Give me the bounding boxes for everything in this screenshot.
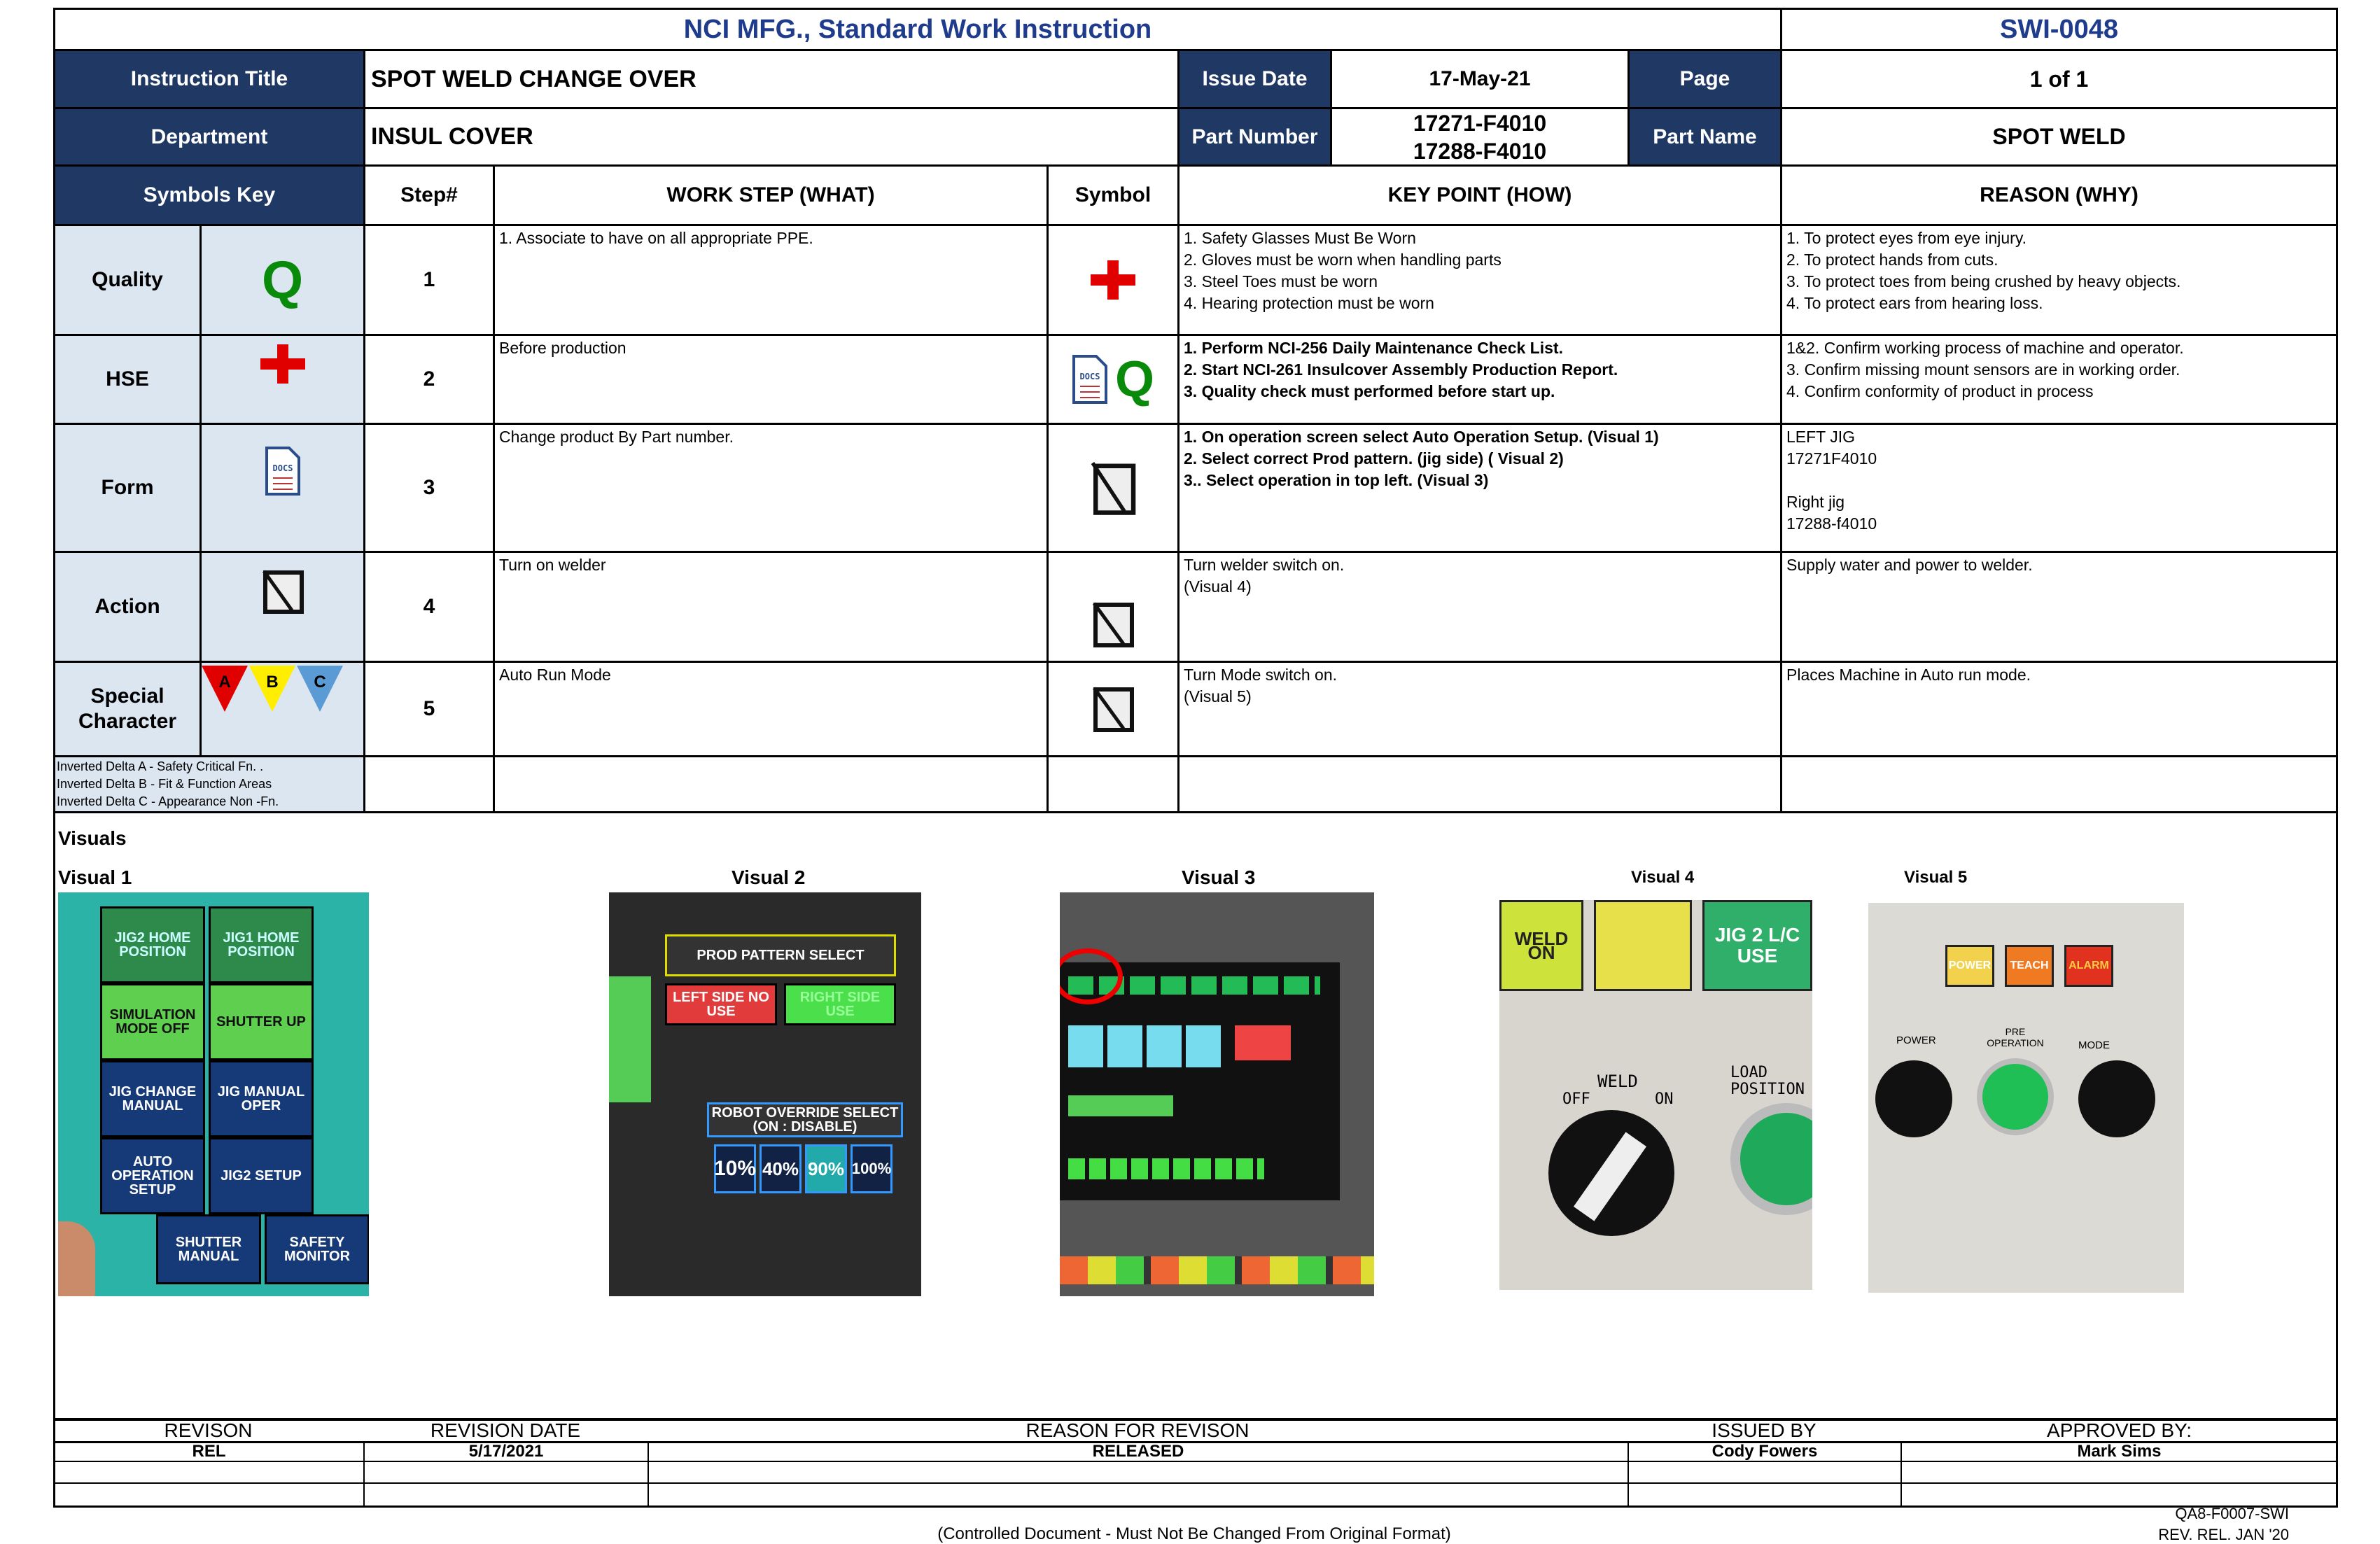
form-cell	[200, 423, 365, 553]
revision-cell: REL	[53, 1441, 365, 1462]
screen-cell	[1068, 1095, 1173, 1116]
instruction-title-value: SPOT WELD CHANGE OVER	[363, 49, 1180, 109]
photo-button: LEFT SIDE NO USE	[665, 983, 777, 1025]
reason	[1780, 224, 2338, 336]
empty-cell	[1780, 755, 2338, 813]
delta-note: Inverted Delta C - Appearance Non -Fn.	[57, 794, 279, 808]
page-value: 1 of 1	[1780, 49, 2338, 109]
photo-button: TEACH	[2005, 945, 2054, 987]
photo-label: MODE	[2078, 1039, 2110, 1051]
part-number-value	[1330, 107, 1630, 167]
photo-button: JIG2 SETUP	[209, 1137, 314, 1214]
step-number: 1	[363, 224, 495, 336]
reason-line: 4. Confirm conformity of product in process	[1786, 382, 2094, 400]
key-label-form: Form	[53, 423, 202, 553]
reason	[1780, 661, 2338, 757]
power-key-switch	[1875, 1060, 1952, 1137]
reason-line: Right jig	[1786, 493, 1845, 511]
photo-button: JIG1 HOME POSITION	[209, 906, 314, 983]
special-character-cell	[200, 661, 365, 757]
reason-line: 4. To protect ears from hearing loss.	[1786, 294, 2043, 312]
photo-button: 90%	[805, 1144, 847, 1193]
delta-c-label: C	[314, 673, 326, 692]
photo-button: 100%	[850, 1144, 892, 1193]
photo-label: POWER	[1896, 1034, 1936, 1046]
step-number: 3	[363, 423, 495, 553]
key-label-quality: Quality	[53, 224, 202, 336]
issue-date-label: Issue Date	[1177, 49, 1332, 109]
step-number: 2	[363, 334, 495, 425]
visual-2-label: Visual 2	[732, 866, 806, 888]
symbols-key-header: Symbols Key	[53, 164, 365, 226]
reason	[1780, 423, 2338, 553]
indicator-lights	[1060, 1256, 1374, 1284]
photo-button: ROBOT OVERRIDE SELECT (ON : DISABLE)	[707, 1102, 903, 1137]
document-number: SWI-0048	[1780, 8, 2338, 51]
red-cross-icon	[1091, 260, 1135, 300]
photo-label: OFF	[1562, 1090, 1590, 1108]
reason-line: 2. To protect hands from cuts.	[1786, 251, 1998, 269]
photo-button: RIGHT SIDE USE	[784, 983, 896, 1025]
symbol-header: Symbol	[1046, 164, 1180, 226]
controlled-document-note: (Controlled Document - Must Not Be Changed From Original Format)	[937, 1524, 1451, 1543]
svg-text:DOCS: DOCS	[272, 463, 293, 473]
photo-button: SHUTTER UP	[209, 983, 314, 1060]
visual-1-photo	[58, 892, 369, 1296]
work-step-text: Turn on welder	[499, 556, 606, 574]
delta-a-label: A	[218, 673, 231, 692]
empty-cell	[363, 755, 495, 813]
reason-line: 1. To protect eyes from eye injury.	[1786, 229, 2027, 247]
step-header: Step#	[363, 164, 495, 226]
clipboard-icon	[1086, 458, 1140, 517]
action-cell	[200, 551, 365, 663]
key-point	[1177, 661, 1782, 757]
clipboard-icon	[1088, 599, 1138, 650]
issue-date-value: 17-May-21	[1330, 49, 1630, 109]
svg-text:DOCS: DOCS	[1079, 372, 1100, 381]
empty-cell	[1177, 755, 1782, 813]
screen-rows	[1068, 1025, 1222, 1067]
empty-revision-cell	[1900, 1461, 2338, 1484]
key-point-line: Turn Mode switch on.	[1184, 666, 1338, 684]
issued-by-header: ISSUED BY	[1712, 1419, 1816, 1441]
key-label-action: Action	[53, 551, 202, 663]
symbol-cell	[1046, 661, 1180, 757]
reason	[1780, 334, 2338, 425]
empty-revision-cell	[1628, 1461, 1902, 1484]
part-number-label: Part Number	[1177, 107, 1332, 167]
empty-revision-cell	[648, 1461, 1629, 1484]
step-number: 5	[363, 661, 495, 757]
mode-selector-switch	[2078, 1060, 2155, 1137]
quality-q-icon: Q	[200, 224, 365, 336]
part-number-2: 17288-F4010	[1413, 138, 1547, 164]
key-point-line: 3.. Select operation in top left. (Visual 3)	[1184, 471, 1489, 489]
photo-button: JIG 2 L/C USE	[1702, 900, 1812, 991]
empty-revision-cell	[363, 1461, 649, 1484]
photo-button: ALARM	[2064, 945, 2113, 987]
visual-5-photo	[1868, 903, 2184, 1293]
work-step	[493, 334, 1049, 425]
clipboard-icon	[1088, 684, 1138, 734]
key-label-hse: HSE	[53, 334, 202, 425]
work-step-text: Auto Run Mode	[499, 666, 611, 684]
screen-cell	[1235, 1025, 1291, 1060]
red-cross-icon	[260, 344, 305, 384]
docs-icon	[1072, 354, 1108, 405]
symbol-cell	[1046, 423, 1180, 553]
reason-header: REASON (WHY)	[1780, 164, 2338, 226]
empty-revision-cell	[363, 1482, 649, 1508]
symbol-cell	[1046, 224, 1180, 336]
key-point-line: 1. On operation screen select Auto Operation Setup. (Visual 1)	[1184, 428, 1659, 446]
work-step	[493, 224, 1049, 336]
hse-cell	[200, 334, 365, 425]
approved-by-header: APPROVED BY:	[2047, 1419, 2192, 1441]
part-name-value: SPOT WELD	[1780, 107, 2338, 167]
key-point	[1177, 334, 1782, 425]
key-point-line: 1. Safety Glasses Must Be Worn	[1184, 229, 1416, 247]
side-buttons	[609, 976, 651, 1102]
revision-header: REVISON	[164, 1419, 253, 1441]
visual-3-photo	[1060, 892, 1374, 1296]
empty-cell	[493, 755, 1049, 813]
work-step	[493, 551, 1049, 663]
photo-button: WELD ON	[1499, 900, 1583, 991]
key-point	[1177, 423, 1782, 553]
reason-line: 3. To protect toes from being crushed by heavy objects.	[1786, 272, 2181, 290]
form-number: QA8-F0007-SWI	[2175, 1505, 2289, 1522]
empty-revision-cell	[1900, 1482, 2338, 1508]
key-point-line: 2. Start NCI-261 Insulcover Assembly Production Report.	[1184, 360, 1618, 379]
part-name-label: Part Name	[1628, 107, 1782, 167]
delta-notes	[53, 755, 365, 813]
photo-button: PROD PATTERN SELECT	[665, 934, 896, 976]
reason-cell: RELEASED	[648, 1441, 1629, 1462]
delta-note: Inverted Delta A - Safety Critical Fn. .	[57, 759, 264, 773]
empty-revision-cell	[53, 1461, 365, 1484]
empty-revision-cell	[1628, 1482, 1902, 1508]
step-number: 4	[363, 551, 495, 663]
department-value: INSUL COVER	[363, 107, 1180, 167]
key-point-line: Turn welder switch on.	[1184, 556, 1345, 574]
instruction-title-label: Instruction Title	[53, 49, 365, 109]
work-step-text: Before production	[499, 339, 626, 357]
photo-button: JIG MANUAL OPER	[209, 1060, 314, 1137]
empty-revision-cell	[53, 1482, 365, 1508]
photo-button: JIG CHANGE MANUAL	[100, 1060, 205, 1137]
key-point-line: (Visual 4)	[1184, 577, 1252, 596]
key-point	[1177, 551, 1782, 663]
visual-4-label: Visual 4	[1631, 868, 1695, 887]
photo-button: 10%	[714, 1144, 756, 1193]
finger	[58, 1221, 95, 1296]
photo-label: LOAD POSITION	[1730, 1064, 1805, 1098]
visual-4-photo	[1499, 900, 1812, 1290]
clipboard-icon	[258, 567, 307, 616]
reason-line: Supply water and power to welder.	[1786, 556, 2033, 574]
department-label: Department	[53, 107, 365, 167]
delta-note: Inverted Delta B - Fit & Function Areas	[57, 777, 272, 791]
photo-label: ON	[1655, 1090, 1674, 1108]
reason-for-revision-header: REASON FOR REVISON	[1026, 1419, 1250, 1441]
reason-line: 17288-f4010	[1786, 514, 1877, 533]
part-number-1: 17271-F4010	[1413, 110, 1547, 136]
key-point-header: KEY POINT (HOW)	[1177, 164, 1782, 226]
quality-q-icon: Q	[1114, 351, 1154, 407]
revision-date-cell: 5/17/2021	[363, 1441, 649, 1462]
empty-cell	[1046, 755, 1180, 813]
docs-icon	[265, 446, 301, 496]
key-label-special-character: Special Character	[53, 661, 202, 757]
visual-2-photo	[609, 892, 921, 1296]
load-position-button	[1730, 1103, 1812, 1215]
visuals-heading: Visuals	[58, 827, 127, 849]
reason-line: 1&2. Confirm working process of machine and operator.	[1786, 339, 2184, 357]
key-point-line: (Visual 5)	[1184, 687, 1252, 706]
key-point-line: 2. Select correct Prod pattern. (jig side) ( Visual 2)	[1184, 449, 1564, 468]
photo-button-blank	[1594, 900, 1692, 991]
photo-button: POWER	[1945, 945, 1994, 987]
key-point-line: 3. Quality check must performed before start up.	[1184, 382, 1555, 400]
photo-button: 40%	[760, 1144, 802, 1193]
approved-by-cell: Mark Sims	[1900, 1441, 2338, 1462]
photo-label: PRE OPERATION	[1987, 1026, 2044, 1048]
photo-button: SHUTTER MANUAL	[156, 1214, 261, 1284]
revision-date-header: REVISION DATE	[430, 1419, 581, 1441]
photo-button: JIG2 HOME POSITION	[100, 906, 205, 983]
reason-line: Places Machine in Auto run mode.	[1786, 666, 2031, 684]
key-point-line: 1. Perform NCI-256 Daily Maintenance Check List.	[1184, 339, 1563, 357]
reason-line: 17271F4010	[1786, 449, 1877, 468]
symbol-cell	[1046, 334, 1180, 425]
key-point-line: 4. Hearing protection must be worn	[1184, 294, 1434, 312]
key-point	[1177, 224, 1782, 336]
work-step	[493, 423, 1049, 553]
visual-5-label: Visual 5	[1904, 868, 1968, 887]
reason	[1780, 551, 2338, 663]
key-point-line: 3. Steel Toes must be worn	[1184, 272, 1378, 290]
reason-line: LEFT JIG	[1786, 428, 1855, 446]
empty-revision-cell	[648, 1482, 1629, 1508]
photo-label: WELD	[1597, 1072, 1638, 1091]
screen-cell	[1068, 1158, 1264, 1179]
delta-b-label: B	[266, 673, 279, 692]
form-revision: REV. REL. JAN '20	[2158, 1526, 2289, 1543]
photo-button: SAFETY MONITOR	[265, 1214, 369, 1284]
work-step-header: WORK STEP (WHAT)	[493, 164, 1049, 226]
page-label: Page	[1628, 49, 1782, 109]
work-step-text: Change product By Part number.	[499, 428, 734, 446]
pre-operation-button	[1977, 1058, 2054, 1135]
work-step	[493, 661, 1049, 757]
reason-line: 3. Confirm missing mount sensors are in working order.	[1786, 360, 2180, 379]
symbol-cell	[1046, 551, 1180, 663]
visual-3-label: Visual 3	[1182, 866, 1256, 888]
photo-button: AUTO OPERATION SETUP	[100, 1137, 205, 1214]
visual-1-label: Visual 1	[58, 866, 132, 888]
photo-button: SIMULATION MODE OFF	[100, 983, 205, 1060]
work-step-text: 1. Associate to have on all appropriate PPE.	[499, 229, 813, 247]
key-point-line: 2. Gloves must be worn when handling parts	[1184, 251, 1502, 269]
issued-by-cell: Cody Fowers	[1628, 1441, 1902, 1462]
document-title: NCI MFG., Standard Work Instruction	[53, 8, 1782, 51]
